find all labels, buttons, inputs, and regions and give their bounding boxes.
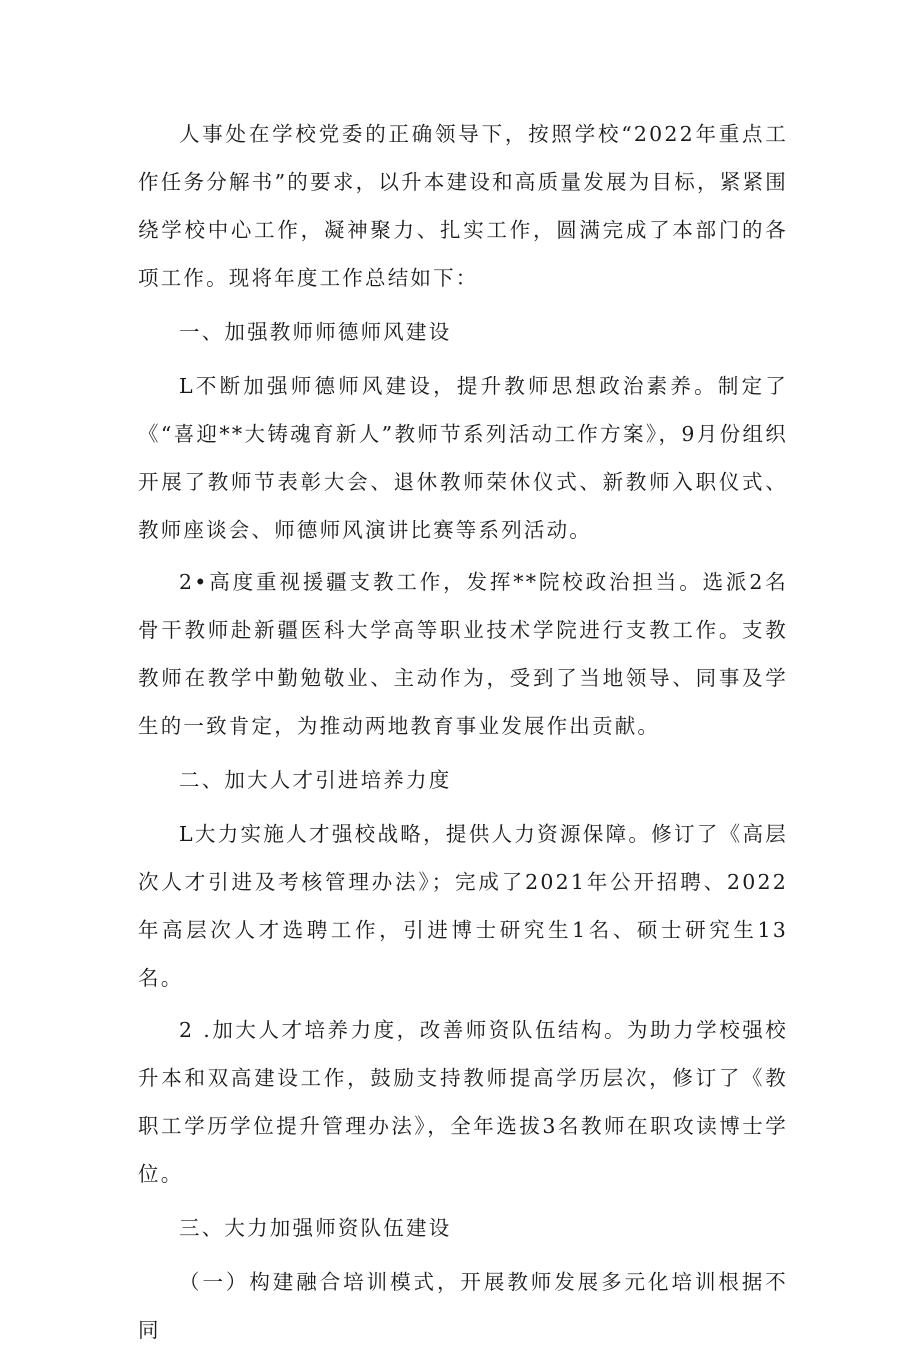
section-3-item-1: （一）构建融合培训模式，开展教师发展多元化培训根据不同 — [138, 1270, 788, 1342]
section-heading-1: 一、加强教师师德师风建设 — [179, 320, 452, 344]
section-2-item-1: L大力实施人才强校战略，提供人力资源保障。修订了《高层次人才引进及考核管理办法》；完成了2021年公开招聘、2022年高层次人才选聘工作，引进博士研究生1名、硕士研究生13名。 — [138, 822, 788, 990]
section-1-item-1: L不断加强师德师风建设，提升教师思想政治素养。制定了《“喜迎**大铸魂育新人”教师节系列活动工作方案》，9月份组织开展了教师节表彰大会、退休教师荣休仪式、新教师入职仪式、教师座谈会、师德师风演讲比赛等系列活动。 — [138, 374, 788, 542]
section-2-item-2: 2 .加大人才培养力度，改善师资队伍结构。为助力学校强校升本和双高建设工作，鼓励支持教师提高学历层次，修订了《教职工学历学位提升管理办法》，全年选拔3名教师在职攻读博士学位。 — [138, 1018, 788, 1186]
intro-paragraph: 人事处在学校党委的正确领导下，按照学校“2022年重点工作任务分解书”的要求，以升本建设和高质量发展为目标，紧紧围绕学校中心工作，凝神聚力、扎实工作，圆满完成了本部门的各项工作。现将年度工作总结如下： — [138, 122, 788, 290]
section-1-item-2: 2•高度重视援疆支教工作，发挥**院校政治担当。选派2名骨干教师赴新疆医科大学高等职业技术学院进行支教工作。支教教师在教学中勤勉敬业、主动作为，受到了当地领导、同事及学生的一致肯定，为推动两地教育事业发展作出贡献。 — [138, 570, 788, 738]
document-body — [138, 110, 788, 1354]
section-heading-2: 二、加大人才引进培养力度 — [179, 768, 452, 792]
section-heading-3: 三、大力加强师资队伍建设 — [179, 1216, 452, 1240]
